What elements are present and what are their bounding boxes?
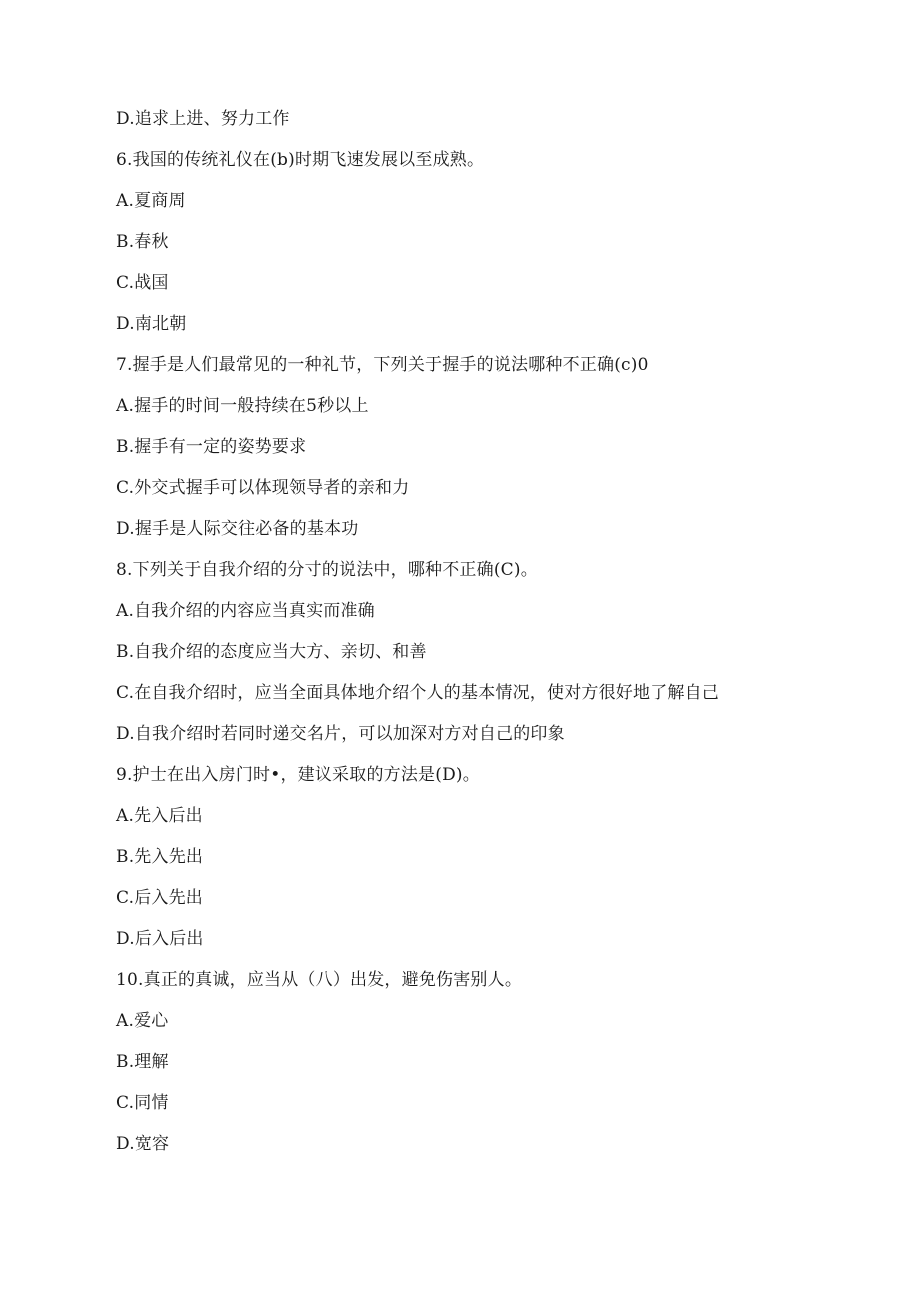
option-10b: B.理解 <box>116 1052 169 1072</box>
option-10d: D.宽容 <box>116 1134 170 1154</box>
option-6b: B.春秋 <box>116 232 169 252</box>
question-6: 6.我国的传统礼仪在(b)时期飞速发展以至成熟。 <box>116 150 485 170</box>
option-8d: D.自我介绍时若同时递交名片，可以加深对方对自己的印象 <box>116 724 565 744</box>
option-8b: B.自我介绍的态度应当大方、亲切、和善 <box>116 642 427 662</box>
option-9c: C.后入先出 <box>116 888 204 908</box>
option-6a: A.夏商周 <box>116 191 186 211</box>
option-6c: C.战国 <box>116 273 169 293</box>
option-8c: C.在自我介绍时，应当全面具体地介绍个人的基本情况，使对方很好地了解自己 <box>116 683 720 703</box>
option-7a: A.握手的时间一般持续在5秒以上 <box>116 396 369 416</box>
question-7: 7.握手是人们最常见的一种礼节，下列关于握手的说法哪种不正确(c)0 <box>116 355 649 375</box>
option-7c: C.外交式握手可以体现领导者的亲和力 <box>116 478 410 498</box>
option-9b: B.先入先出 <box>116 847 204 867</box>
option-9d: D.后入后出 <box>116 929 204 949</box>
option-6d: D.南北朝 <box>116 314 187 334</box>
option-7b: B.握手有一定的姿势要求 <box>116 437 307 457</box>
option-8a: A.自我介绍的内容应当真实而准确 <box>116 601 375 621</box>
question-9: 9.护士在出入房门时•，建议采取的方法是(D)。 <box>116 765 480 785</box>
option-7d: D.握手是人际交往必备的基本功 <box>116 519 359 539</box>
option-10a: A.爱心 <box>116 1011 169 1031</box>
question-10: 10.真正的真诚，应当从（八）出发，避免伤害别人。 <box>116 970 523 990</box>
option-10c: C.同情 <box>116 1093 169 1113</box>
option-9a: A.先入后出 <box>116 806 203 826</box>
question-8: 8.下列关于自我介绍的分寸的说法中，哪种不正确(C)。 <box>116 560 538 580</box>
option-5d: D.追求上进、努力工作 <box>116 109 290 129</box>
